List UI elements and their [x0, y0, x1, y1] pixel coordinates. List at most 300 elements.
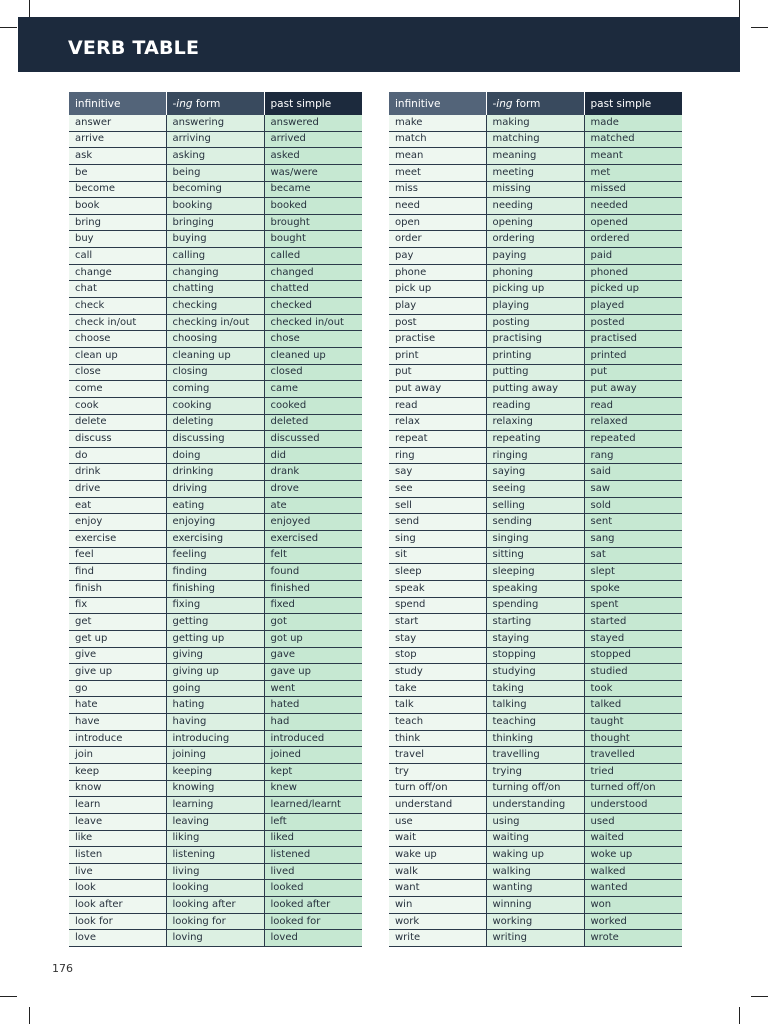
ing-form-cell: introducing	[166, 730, 264, 747]
infinitive-cell: drink	[69, 464, 166, 481]
ing-form-cell: bringing	[166, 214, 264, 231]
past-simple-cell: waited	[584, 830, 682, 847]
table-row	[69, 198, 362, 215]
table-row	[69, 364, 362, 381]
ing-form-cell: giving up	[166, 664, 264, 681]
ing-form-cell: putting away	[486, 381, 584, 398]
header-ing-form	[166, 92, 264, 115]
table-row	[389, 181, 682, 198]
infinitive-cell: look for	[69, 913, 166, 930]
infinitive-cell: make	[389, 115, 486, 131]
past-simple-cell: saw	[584, 481, 682, 498]
table-row	[69, 497, 362, 514]
ing-form-cell: arriving	[166, 131, 264, 148]
infinitive-cell: talk	[389, 697, 486, 714]
table-row	[389, 464, 682, 481]
past-simple-cell: wanted	[584, 880, 682, 897]
past-simple-cell: learned/learnt	[264, 797, 362, 814]
infinitive-cell: chat	[69, 281, 166, 298]
ing-form-cell: picking up	[486, 281, 584, 298]
past-simple-cell: started	[584, 614, 682, 631]
header-row	[69, 92, 362, 115]
ing-form-cell: writing	[486, 930, 584, 947]
infinitive-cell: sit	[389, 547, 486, 564]
ing-form-cell: loving	[166, 930, 264, 947]
ing-form-cell: practising	[486, 331, 584, 348]
header-ing-suffix: form	[512, 97, 541, 110]
table-row	[69, 115, 362, 131]
ing-form-cell: getting up	[166, 630, 264, 647]
infinitive-cell: like	[69, 830, 166, 847]
ing-form-cell: answering	[166, 115, 264, 131]
infinitive-cell: discuss	[69, 431, 166, 448]
table-row	[389, 231, 682, 248]
ing-form-cell: meeting	[486, 164, 584, 181]
infinitive-cell: learn	[69, 797, 166, 814]
infinitive-cell: join	[69, 747, 166, 764]
infinitive-cell: match	[389, 131, 486, 148]
past-simple-cell: talked	[584, 697, 682, 714]
ing-form-cell: starting	[486, 614, 584, 631]
past-simple-cell: brought	[264, 214, 362, 231]
ing-form-cell: doing	[166, 447, 264, 464]
ing-form-cell: using	[486, 813, 584, 830]
infinitive-cell: get up	[69, 630, 166, 647]
ing-form-cell: singing	[486, 531, 584, 548]
crop-mark	[29, 1007, 30, 1024]
table-row	[389, 431, 682, 448]
table-row	[69, 164, 362, 181]
table-row	[69, 314, 362, 331]
past-simple-cell: stopped	[584, 647, 682, 664]
ing-form-cell: feeling	[166, 547, 264, 564]
infinitive-cell: check in/out	[69, 314, 166, 331]
table-row	[69, 647, 362, 664]
table-row	[389, 797, 682, 814]
table-row	[389, 314, 682, 331]
ing-form-cell: relaxing	[486, 414, 584, 431]
ing-form-cell: understanding	[486, 797, 584, 814]
past-simple-cell: finished	[264, 580, 362, 597]
infinitive-cell: win	[389, 897, 486, 914]
infinitive-cell: miss	[389, 181, 486, 198]
table-row	[389, 930, 682, 947]
past-simple-cell: enjoyed	[264, 514, 362, 531]
ing-form-cell: driving	[166, 481, 264, 498]
infinitive-cell: look after	[69, 897, 166, 914]
infinitive-cell: introduce	[69, 730, 166, 747]
infinitive-cell: eat	[69, 497, 166, 514]
ing-form-cell: enjoying	[166, 514, 264, 531]
infinitive-cell: fix	[69, 597, 166, 614]
past-simple-cell: did	[264, 447, 362, 464]
table-row	[69, 464, 362, 481]
past-simple-cell: called	[264, 248, 362, 265]
ing-form-cell: putting	[486, 364, 584, 381]
past-simple-cell: needed	[584, 198, 682, 215]
table-row	[389, 298, 682, 315]
past-simple-cell: practised	[584, 331, 682, 348]
header-ing-prefix: -ing	[492, 97, 513, 110]
infinitive-cell: try	[389, 763, 486, 780]
table-row	[69, 148, 362, 165]
infinitive-cell: walk	[389, 863, 486, 880]
infinitive-cell: be	[69, 164, 166, 181]
ing-form-cell: being	[166, 164, 264, 181]
past-simple-cell: slept	[584, 564, 682, 581]
past-simple-cell: sent	[584, 514, 682, 531]
table-row	[69, 214, 362, 231]
past-simple-cell: fixed	[264, 597, 362, 614]
past-simple-cell: travelled	[584, 747, 682, 764]
ing-form-cell: eating	[166, 497, 264, 514]
past-simple-cell: loved	[264, 930, 362, 947]
past-simple-cell: meant	[584, 148, 682, 165]
past-simple-cell: got up	[264, 630, 362, 647]
table-row	[389, 397, 682, 414]
infinitive-cell: arrive	[69, 131, 166, 148]
ing-form-cell: seeing	[486, 481, 584, 498]
ing-form-cell: knowing	[166, 780, 264, 797]
ing-form-cell: travelling	[486, 747, 584, 764]
past-simple-cell: introduced	[264, 730, 362, 747]
infinitive-cell: stop	[389, 647, 486, 664]
past-simple-cell: taught	[584, 714, 682, 731]
ing-form-cell: reading	[486, 397, 584, 414]
ing-form-cell: playing	[486, 298, 584, 315]
infinitive-cell: sell	[389, 497, 486, 514]
past-simple-cell: drank	[264, 464, 362, 481]
ing-form-cell: trying	[486, 763, 584, 780]
header-past-simple: past simple	[264, 92, 362, 115]
ing-form-cell: repeating	[486, 431, 584, 448]
table-row	[389, 198, 682, 215]
ing-form-cell: booking	[166, 198, 264, 215]
table-row	[389, 481, 682, 498]
past-simple-cell: won	[584, 897, 682, 914]
infinitive-cell: wait	[389, 830, 486, 847]
table-row	[389, 664, 682, 681]
past-simple-cell: gave	[264, 647, 362, 664]
infinitive-cell: practise	[389, 331, 486, 348]
table-row	[69, 847, 362, 864]
past-simple-cell: hated	[264, 697, 362, 714]
past-simple-cell: asked	[264, 148, 362, 165]
table-row	[389, 897, 682, 914]
infinitive-cell: spend	[389, 597, 486, 614]
past-simple-cell: lived	[264, 863, 362, 880]
past-simple-cell: knew	[264, 780, 362, 797]
table-row	[69, 680, 362, 697]
infinitive-cell: give up	[69, 664, 166, 681]
table-row	[389, 531, 682, 548]
ing-form-cell: paying	[486, 248, 584, 265]
ing-form-cell: coming	[166, 381, 264, 398]
table-row	[389, 115, 682, 131]
ing-form-cell: chatting	[166, 281, 264, 298]
infinitive-cell: check	[69, 298, 166, 315]
ing-form-cell: ordering	[486, 231, 584, 248]
table-row	[69, 564, 362, 581]
table-row	[389, 730, 682, 747]
past-simple-cell: looked for	[264, 913, 362, 930]
past-simple-cell: printed	[584, 347, 682, 364]
ing-form-cell: winning	[486, 897, 584, 914]
past-simple-cell: had	[264, 714, 362, 731]
ing-form-cell: joining	[166, 747, 264, 764]
ing-form-cell: fixing	[166, 597, 264, 614]
ing-form-cell: becoming	[166, 181, 264, 198]
ing-form-cell: needing	[486, 198, 584, 215]
table-row	[69, 580, 362, 597]
table-row	[389, 497, 682, 514]
infinitive-cell: understand	[389, 797, 486, 814]
table-row	[389, 214, 682, 231]
past-simple-cell: sold	[584, 497, 682, 514]
table-row	[389, 248, 682, 265]
infinitive-cell: send	[389, 514, 486, 531]
past-simple-cell: wrote	[584, 930, 682, 947]
past-simple-cell: looked	[264, 880, 362, 897]
table-row	[69, 863, 362, 880]
ing-form-cell: sending	[486, 514, 584, 531]
table-row	[389, 148, 682, 165]
past-simple-cell: ate	[264, 497, 362, 514]
infinitive-cell: keep	[69, 763, 166, 780]
table-row	[389, 547, 682, 564]
past-simple-cell: read	[584, 397, 682, 414]
ing-form-cell: matching	[486, 131, 584, 148]
infinitive-cell: bring	[69, 214, 166, 231]
table-row	[389, 714, 682, 731]
past-simple-cell: kept	[264, 763, 362, 780]
table-row	[69, 481, 362, 498]
past-simple-cell: discussed	[264, 431, 362, 448]
past-simple-cell: joined	[264, 747, 362, 764]
table-row	[389, 614, 682, 631]
table-row	[389, 264, 682, 281]
infinitive-cell: have	[69, 714, 166, 731]
past-simple-cell: met	[584, 164, 682, 181]
infinitive-cell: listen	[69, 847, 166, 864]
header-infinitive: infinitive	[69, 92, 166, 115]
table-row	[389, 813, 682, 830]
infinitive-cell: do	[69, 447, 166, 464]
infinitive-cell: ring	[389, 447, 486, 464]
crop-mark	[29, 0, 30, 17]
ing-form-cell: drinking	[166, 464, 264, 481]
ing-form-cell: giving	[166, 647, 264, 664]
crop-mark	[0, 27, 17, 28]
ing-form-cell: walking	[486, 863, 584, 880]
past-simple-cell: turned off/on	[584, 780, 682, 797]
ing-form-cell: living	[166, 863, 264, 880]
table-row	[389, 780, 682, 797]
table-row	[69, 830, 362, 847]
ing-form-cell: teaching	[486, 714, 584, 731]
past-simple-cell: gave up	[264, 664, 362, 681]
infinitive-cell: go	[69, 680, 166, 697]
ing-form-cell: thinking	[486, 730, 584, 747]
table-row	[69, 248, 362, 265]
crop-mark	[751, 996, 768, 997]
past-simple-cell: ordered	[584, 231, 682, 248]
ing-form-cell: hating	[166, 697, 264, 714]
ing-form-cell: making	[486, 115, 584, 131]
verb-table-left	[69, 92, 362, 947]
page-number: 176	[52, 962, 73, 975]
infinitive-cell: change	[69, 264, 166, 281]
table-row	[389, 863, 682, 880]
past-simple-cell: paid	[584, 248, 682, 265]
past-simple-cell: woke up	[584, 847, 682, 864]
header-ing-prefix: -ing	[172, 97, 193, 110]
past-simple-cell: deleted	[264, 414, 362, 431]
infinitive-cell: work	[389, 913, 486, 930]
infinitive-cell: want	[389, 880, 486, 897]
ing-form-cell: missing	[486, 181, 584, 198]
table-row	[69, 347, 362, 364]
past-simple-cell: looked after	[264, 897, 362, 914]
past-simple-cell: posted	[584, 314, 682, 331]
table-row	[389, 597, 682, 614]
infinitive-cell: come	[69, 381, 166, 398]
past-simple-cell: became	[264, 181, 362, 198]
table-row	[69, 414, 362, 431]
header-infinitive: infinitive	[389, 92, 486, 115]
table-row	[69, 930, 362, 947]
table-row	[69, 697, 362, 714]
past-simple-cell: put	[584, 364, 682, 381]
table-row	[389, 131, 682, 148]
infinitive-cell: take	[389, 680, 486, 697]
header-row	[389, 92, 682, 115]
infinitive-cell: delete	[69, 414, 166, 431]
ing-form-cell: checking	[166, 298, 264, 315]
past-simple-cell: sang	[584, 531, 682, 548]
past-simple-cell: opened	[584, 214, 682, 231]
ing-form-cell: saying	[486, 464, 584, 481]
ing-form-cell: getting	[166, 614, 264, 631]
table-row	[69, 298, 362, 315]
crop-mark	[739, 1007, 740, 1024]
ing-form-cell: waiting	[486, 830, 584, 847]
ing-form-cell: working	[486, 913, 584, 930]
table-row	[389, 414, 682, 431]
table-row	[389, 880, 682, 897]
table-row	[389, 364, 682, 381]
table-row	[389, 830, 682, 847]
crop-mark	[751, 27, 768, 28]
ing-form-cell: asking	[166, 148, 264, 165]
past-simple-cell: drove	[264, 481, 362, 498]
past-simple-cell: studied	[584, 664, 682, 681]
table-row	[69, 880, 362, 897]
past-simple-cell: played	[584, 298, 682, 315]
table-row	[69, 813, 362, 830]
infinitive-cell: speak	[389, 580, 486, 597]
ing-form-cell: studying	[486, 664, 584, 681]
table-row	[389, 281, 682, 298]
ing-form-cell: looking	[166, 880, 264, 897]
ing-form-cell: calling	[166, 248, 264, 265]
ing-form-cell: wanting	[486, 880, 584, 897]
infinitive-cell: meet	[389, 164, 486, 181]
ing-form-cell: leaving	[166, 813, 264, 830]
past-simple-cell: worked	[584, 913, 682, 930]
header-past-simple: past simple	[584, 92, 682, 115]
past-simple-cell: chatted	[264, 281, 362, 298]
table-row	[69, 714, 362, 731]
ing-form-cell: staying	[486, 630, 584, 647]
table-row	[389, 763, 682, 780]
infinitive-cell: sleep	[389, 564, 486, 581]
ing-form-cell: exercising	[166, 531, 264, 548]
infinitive-cell: hate	[69, 697, 166, 714]
ing-form-cell: keeping	[166, 763, 264, 780]
ing-form-cell: finishing	[166, 580, 264, 597]
infinitive-cell: need	[389, 198, 486, 215]
infinitive-cell: get	[69, 614, 166, 631]
past-simple-cell: came	[264, 381, 362, 398]
table-row	[69, 131, 362, 148]
table-row	[69, 447, 362, 464]
table-row	[69, 913, 362, 930]
table-row	[389, 913, 682, 930]
table-row	[389, 514, 682, 531]
table-row	[69, 264, 362, 281]
table-row	[389, 847, 682, 864]
header-ing-form	[486, 92, 584, 115]
ing-form-cell: listening	[166, 847, 264, 864]
table-row	[69, 331, 362, 348]
past-simple-cell: spoke	[584, 580, 682, 597]
table-row	[69, 231, 362, 248]
table-row	[389, 164, 682, 181]
infinitive-cell: study	[389, 664, 486, 681]
infinitive-cell: sing	[389, 531, 486, 548]
verb-table-right	[389, 92, 682, 947]
infinitive-cell: give	[69, 647, 166, 664]
table-row	[69, 381, 362, 398]
infinitive-cell: pay	[389, 248, 486, 265]
ing-form-cell: meaning	[486, 148, 584, 165]
table-row	[389, 447, 682, 464]
ing-form-cell: speaking	[486, 580, 584, 597]
table-row	[389, 564, 682, 581]
table-row	[69, 763, 362, 780]
table-row	[389, 580, 682, 597]
infinitive-cell: relax	[389, 414, 486, 431]
past-simple-cell: arrived	[264, 131, 362, 148]
infinitive-cell: open	[389, 214, 486, 231]
infinitive-cell: leave	[69, 813, 166, 830]
infinitive-cell: know	[69, 780, 166, 797]
past-simple-cell: sat	[584, 547, 682, 564]
infinitive-cell: phone	[389, 264, 486, 281]
table-row	[69, 431, 362, 448]
ing-form-cell: sitting	[486, 547, 584, 564]
infinitive-cell: order	[389, 231, 486, 248]
infinitive-cell: drive	[69, 481, 166, 498]
infinitive-cell: book	[69, 198, 166, 215]
past-simple-cell: phoned	[584, 264, 682, 281]
table-row	[69, 897, 362, 914]
table-row	[69, 797, 362, 814]
infinitive-cell: turn off/on	[389, 780, 486, 797]
infinitive-cell: answer	[69, 115, 166, 131]
ing-form-cell: selling	[486, 497, 584, 514]
